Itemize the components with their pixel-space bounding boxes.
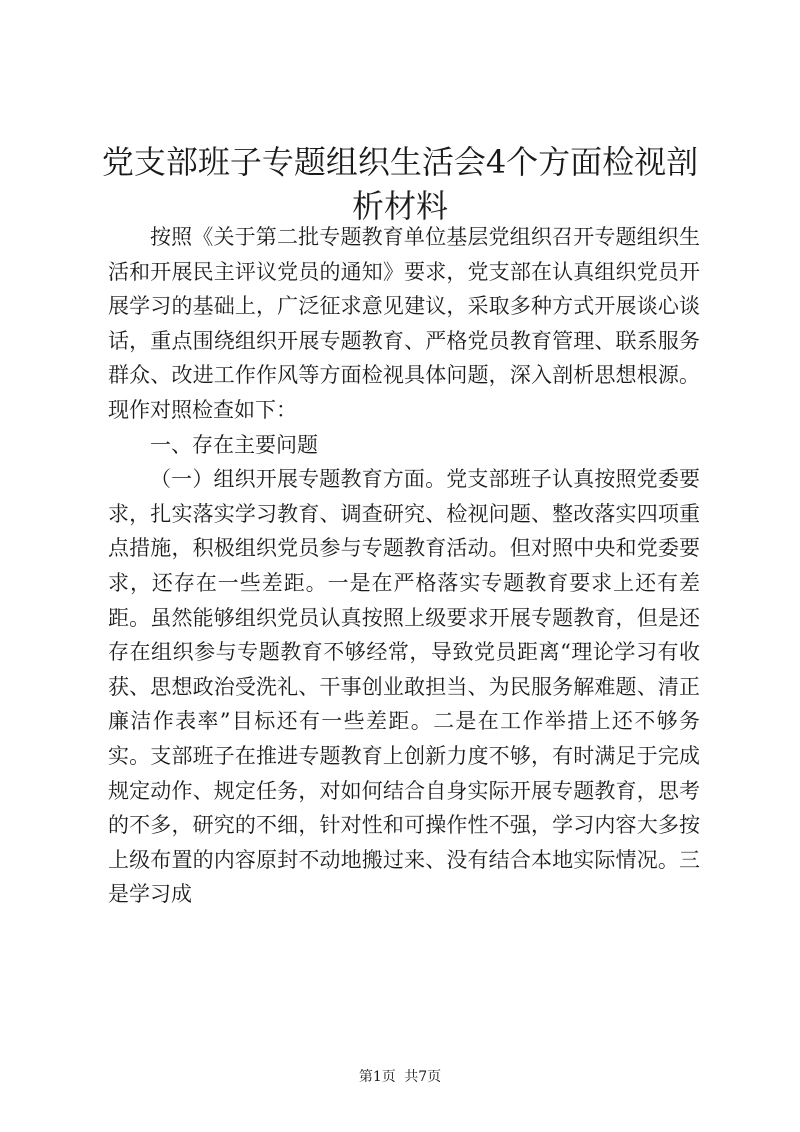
document-body: [108, 220, 700, 912]
paragraph-section-1: （一）组织开展专题教育方面。党支部班子认真按照党委要求，扎实落实学习教育、调查研究、检视问题、整改落实四项重点措施，积极组织党员参与专题教育活动。但对照中央和党委要求，还存在一些差距。一是在严格落实专题教育要求上还有差距。虽然能够组织党员认真按照上级要求开展专题教育，但是还存在组织参与专题教育不够经常，导致党员距离“理论学习有收获、思想政治受洗礼、干事创业敢担当、为民服务解难题、清正廉洁作表率”目标还有一些差距。二是在工作举措上还不够务实。支部班子在推进专题教育上创新力度不够，有时满足于完成规定动作、规定任务，对如何结合自身实际开展专题教育，思考的不多，研究的不细，针对性和可操作性不强，学习内容大多按上级布置的内容原封不动地搬过来、没有结合本地实际情况。三是学习成: [108, 467, 700, 907]
document-title: 党支部班子专题组织生活会4个方面检视剖析材料: [101, 143, 699, 225]
section-heading: 一、存在主要问题: [150, 432, 318, 457]
page-footer: [0, 1068, 800, 1086]
page-total: 共7页: [404, 1069, 442, 1085]
page-number: 第1页: [358, 1069, 396, 1085]
paragraph-intro: 按照《关于第二批专题教育单位基层党组织召开专题组织生活和开展民主评议党员的通知》要求，党支部在认真组织党员开展学习的基础上，广泛征求意见建议，采取多种方式开展谈心谈话，重点围绕组织开展专题教育、严格党员教育管理、联系服务群众、改进工作作风等方面检视具体问题，深入剖析思想根源。现作对照检查如下：: [108, 225, 700, 422]
